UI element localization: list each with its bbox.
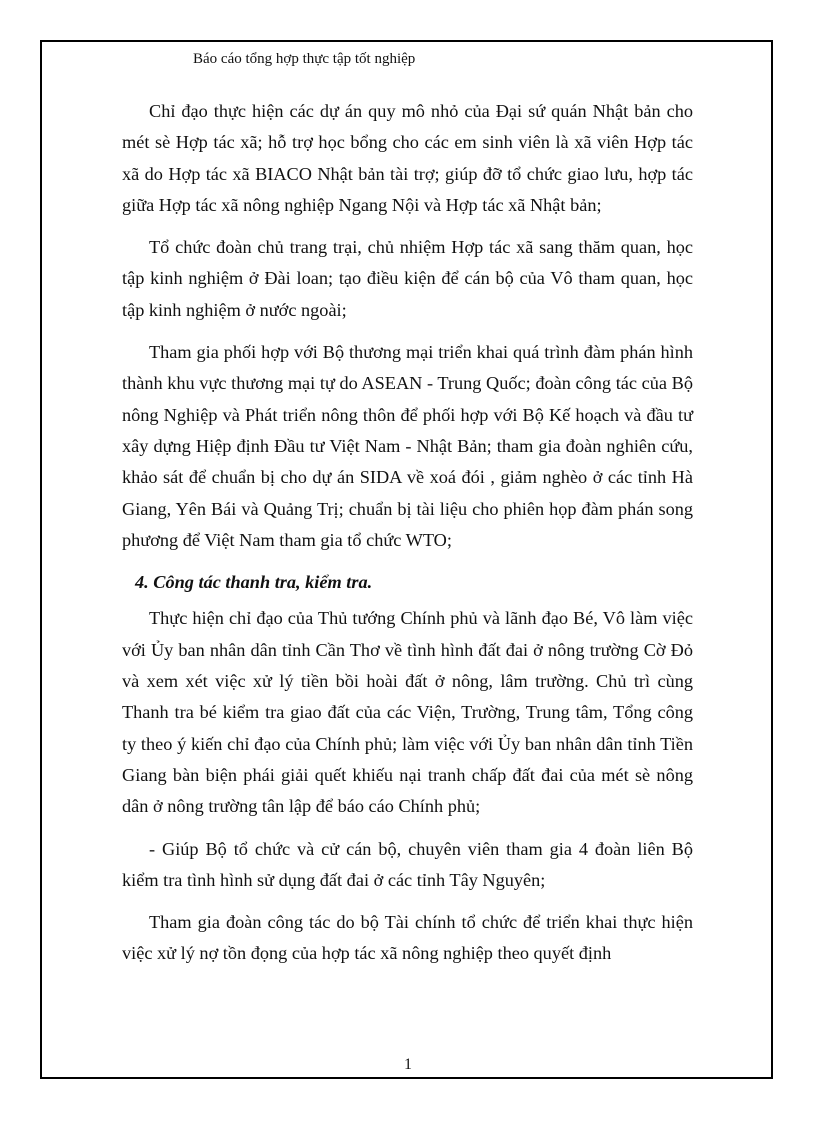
paragraph: Tham gia đoàn công tác do bộ Tài chính tổ chức để triển khai thực hiện việc xử lý nợ tồn đọng của hợp tác xã nông nghiệp theo quyết định [122, 912, 693, 964]
paragraph: Chỉ đạo thực hiện các dự án quy mô nhỏ của Đại sứ quán Nhật bản cho mét sè Hợp tác xã; hỗ trợ học bổng cho các em sinh viên là xã viên Hợp tác xã do Hợp tác xã BIACO Nhật bản tài trợ; giúp đỡ tổ chức giao lưu, hợp tác giữa Hợp tác xã nông nghiệp Ngang Nội và Hợp tác xã Nhật bản; [122, 101, 693, 215]
running-header: Báo cáo tổng hợp thực tập tốt nghiệp [193, 51, 416, 67]
paragraph: Thực hiện chỉ đạo của Thủ tướng Chính phủ và lãnh đạo Bé, Vô làm việc với Ủy ban nhân dân tỉnh Cần Thơ về tình hình đất đai ở nông trường Cờ Đỏ và xem xét việc xử lý tiền bồi hoài đất ở nông, lâm trường. Chủ trì cùng Thanh tra bé kiểm tra giao đất của các Viện, Trường, Trung tâm, Tổng công ty theo ý kiến chỉ đạo của Chính phủ; làm việc với Ủy ban nhân dân tỉnh Tiền Giang bàn biện phái giải quết khiếu nại tranh chấp đất đai của mét sè nông dân ở nông trường tân lập để báo cáo Chính phủ; [122, 608, 693, 817]
paragraph: Tổ chức đoàn chủ trang trại, chủ nhiệm Hợp tác xã sang thăm quan, học tập kinh nghiệm ở Đài loan; tạo điều kiện để cán bộ của Vô tham quan, học tập kinh nghiệm ở nước ngoài; [122, 237, 693, 320]
paragraph: - Giúp Bộ tổ chức và cử cán bộ, chuyên viên tham gia 4 đoàn liên Bộ kiểm tra tình hình sử dụng đất đai ở các tỉnh Tây Nguyên; [122, 838, 693, 890]
paragraph: Tham gia phối hợp với Bộ thương mại triển khai quá trình đàm phán hình thành khu vực thương mại tự do ASEAN - Trung Quốc; đoàn công tác của Bộ nông Nghiệp và Phát triển nông thôn để phối hợp với Bộ Kế hoạch và đầu tư xây dựng Hiệp định Đầu tư Việt Nam - Nhật Bản; tham gia đoàn nghiên cứu, khảo sát để chuẩn bị cho dự án SIDA về xoá đói , giảm nghèo ở các tỉnh Hà Giang, Yên Bái và Quảng Trị; chuẩn bị tài liệu cho phiên họp đàm phán song phương để Việt Nam tham gia tổ chức WTO; [122, 342, 693, 550]
document-body [122, 96, 693, 981]
page-number: 1 [404, 1056, 412, 1073]
section-heading: 4. Công tác thanh tra, kiểm tra. [135, 572, 373, 593]
